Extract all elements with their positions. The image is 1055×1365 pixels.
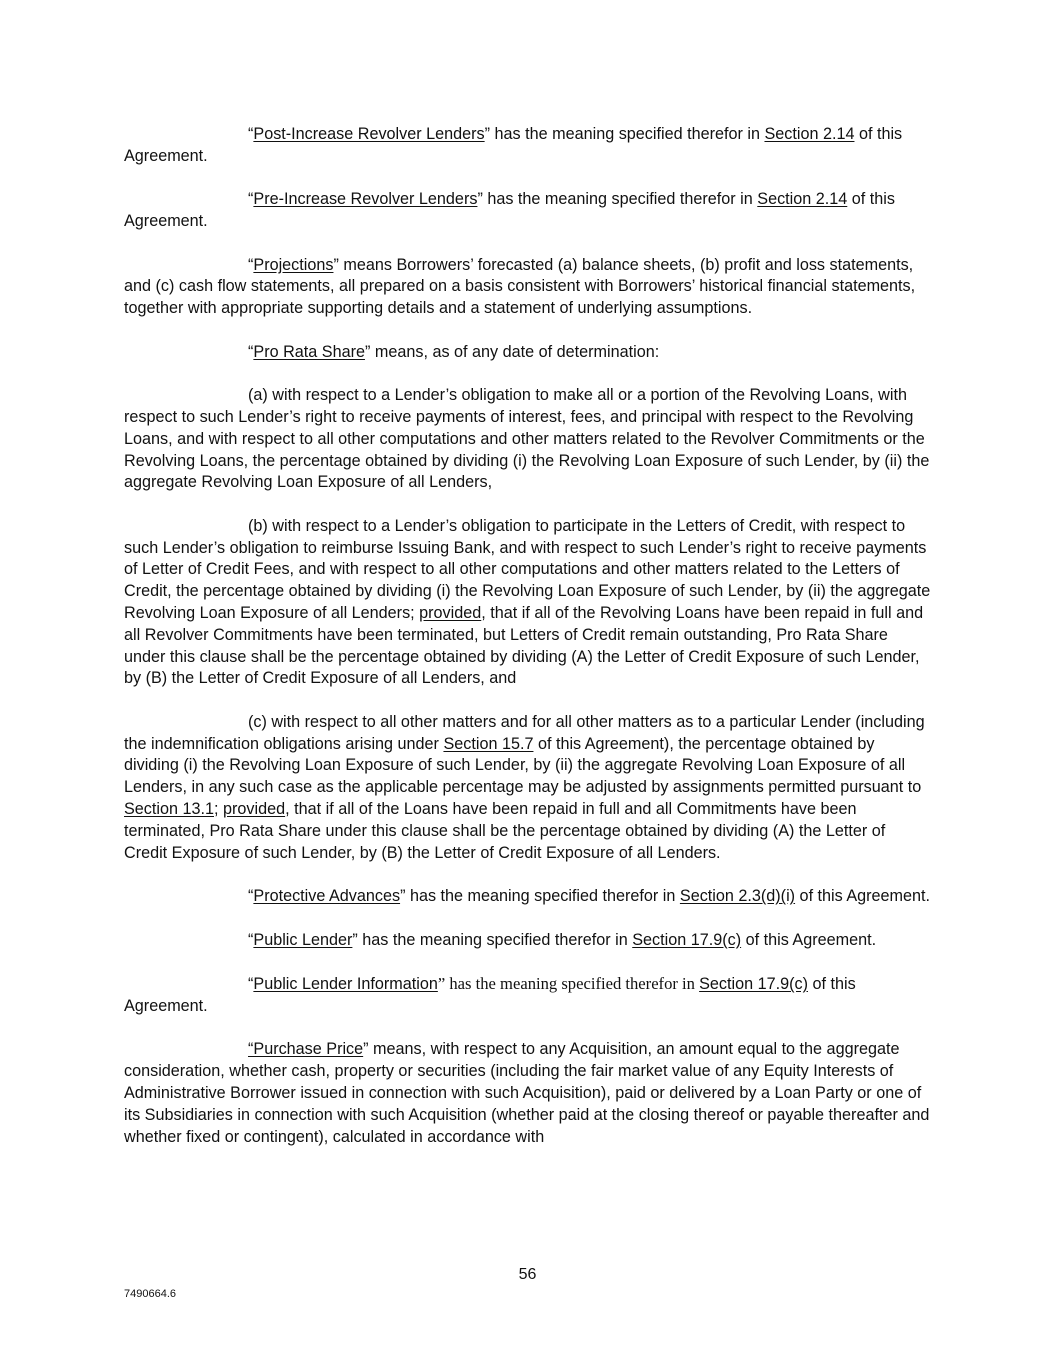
definition-pro-rata-share: “Pro Rata Share” means, as of any date of determination:	[248, 342, 660, 361]
page-number: 56	[518, 1266, 537, 1283]
document-id: 7490664.6	[124, 1288, 176, 1300]
definition-purchase-price: “Purchase Price” means, with respect to any Acquisition, an amount equal to the aggregate consideration, whether cash, property or securities (including the fair market value of any Equity Interests of Administrative Borrower issued in connection with such Acquisition), paid or delivered by a Loan Party or one of its Subsidiaries in connection with such Acquisition (whether paid at the closing thereof or payable thereafter and whether fixed or contingent), calculated in accordance with	[124, 1040, 930, 1146]
pro-rata-clause-c: (c) with respect to all other matters and for all other matters as to a particular Lender (including the indemnification obligations arising under Section 15.7 of this Agreement), the percentage obtained by dividing (i) the Revolving Loan Exposure of such Lender, by (ii) the aggregate Revolving Loan Exposure of all Lenders, in any such case as the applicable percentage may be adjusted by assignments permitted pursuant to Section 13.1; provided, that if all of the Loans have been repaid in full and all Commitments have been terminated, Pro Rata Share under this clause shall be the percentage obtained by dividing (A) the Letter of Credit Exposure of such Lender, by (B) the Letter of Credit Exposure of all Lenders.	[124, 712, 925, 862]
section-reference: Section 2.14	[757, 190, 848, 209]
section-reference: Section 17.9(c)	[632, 930, 742, 949]
document-page	[124, 124, 932, 1170]
proviso-term: provided	[419, 603, 482, 622]
defined-term: Protective Advances	[253, 887, 401, 906]
definition-protective-advances: “Protective Advances” has the meaning specified therefor in Section 2.3(d)(i) of this Agreement.	[248, 887, 931, 906]
defined-term: Pro Rata Share	[253, 342, 365, 361]
definition-post-increase-revolver-lenders: “Post-Increase Revolver Lenders” has the meaning specified therefor in Section 2.14 of this Agreement.	[124, 125, 903, 165]
definition-projections: “Projections” means Borrowers’ forecasted (a) balance sheets, (b) profit and loss statements, and (c) cash flow statements, all prepared on a basis consistent with Borrowers’ historical financial statements, together with appropriate supporting details and a statement of underlying assumptions.	[124, 255, 916, 318]
section-reference: Section 2.3(d)(i)	[679, 887, 796, 906]
section-reference: Section 2.14	[764, 125, 855, 143]
proviso-term: provided	[223, 800, 286, 819]
section-reference: Section 15.7	[443, 734, 534, 753]
section-reference: Section 17.9(c)	[699, 975, 808, 994]
definition-public-lender-information: “Public Lender Information” has the meaning specified therefor in Section 17.9(c) of this Agreement.	[124, 974, 856, 1015]
defined-term: Projections	[253, 255, 334, 274]
defined-term: Public Lender Information	[253, 975, 438, 994]
pro-rata-clause-b: (b) with respect to a Lender’s obligation to participate in the Letters of Credit, with respect to such Lender’s obligation to reimburse Issuing Bank, and with respect to such Lender’s right to receive payments of Letter of Credit Fees, and with respect to all other computations and other matters related to the Letters of Credit, the percentage obtained by dividing (i) the Revolving Loan Exposure of such Lender, by (ii) the aggregate Revolving Loan Exposure of all Lenders; provided, that if all of the Revolving Loans have been repaid in full and all Revolver Commitments have been terminated, but Letters of Credit remain outstanding, Pro Rata Share under this clause shall be the percentage obtained by dividing (A) the Letter of Credit Exposure of such Lender, by (B) the Letter of Credit Exposure of all Lenders, and	[124, 516, 931, 688]
defined-term: Post-Increase Revolver Lenders	[253, 125, 485, 143]
defined-term: Public Lender	[253, 930, 353, 949]
pro-rata-clause-a: (a) with respect to a Lender’s obligation to make all or a portion of the Revolving Loans, with respect to such Lender’s right to receive payments of interest, fees, and principal with respect to the Revolving Loans, and with respect to all other computations and other matters related to the Revolver Commitments or the Revolving Loans, the percentage obtained by dividing (i) the Revolving Loan Exposure of such Lender, by (ii) the aggregate Revolving Loan Exposure of all Lenders,	[124, 386, 930, 492]
defined-term: Pre-Increase Revolver Lenders	[253, 190, 478, 209]
definition-public-lender: “Public Lender” has the meaning specified therefor in Section 17.9(c) of this Agreement.	[248, 930, 877, 949]
section-reference: Section 13.1	[124, 800, 214, 819]
defined-term: “Purchase Price	[248, 1040, 364, 1059]
definition-pre-increase-revolver-lenders: “Pre-Increase Revolver Lenders” has the meaning specified therefor in Section 2.14 of this Agreement.	[124, 190, 895, 231]
